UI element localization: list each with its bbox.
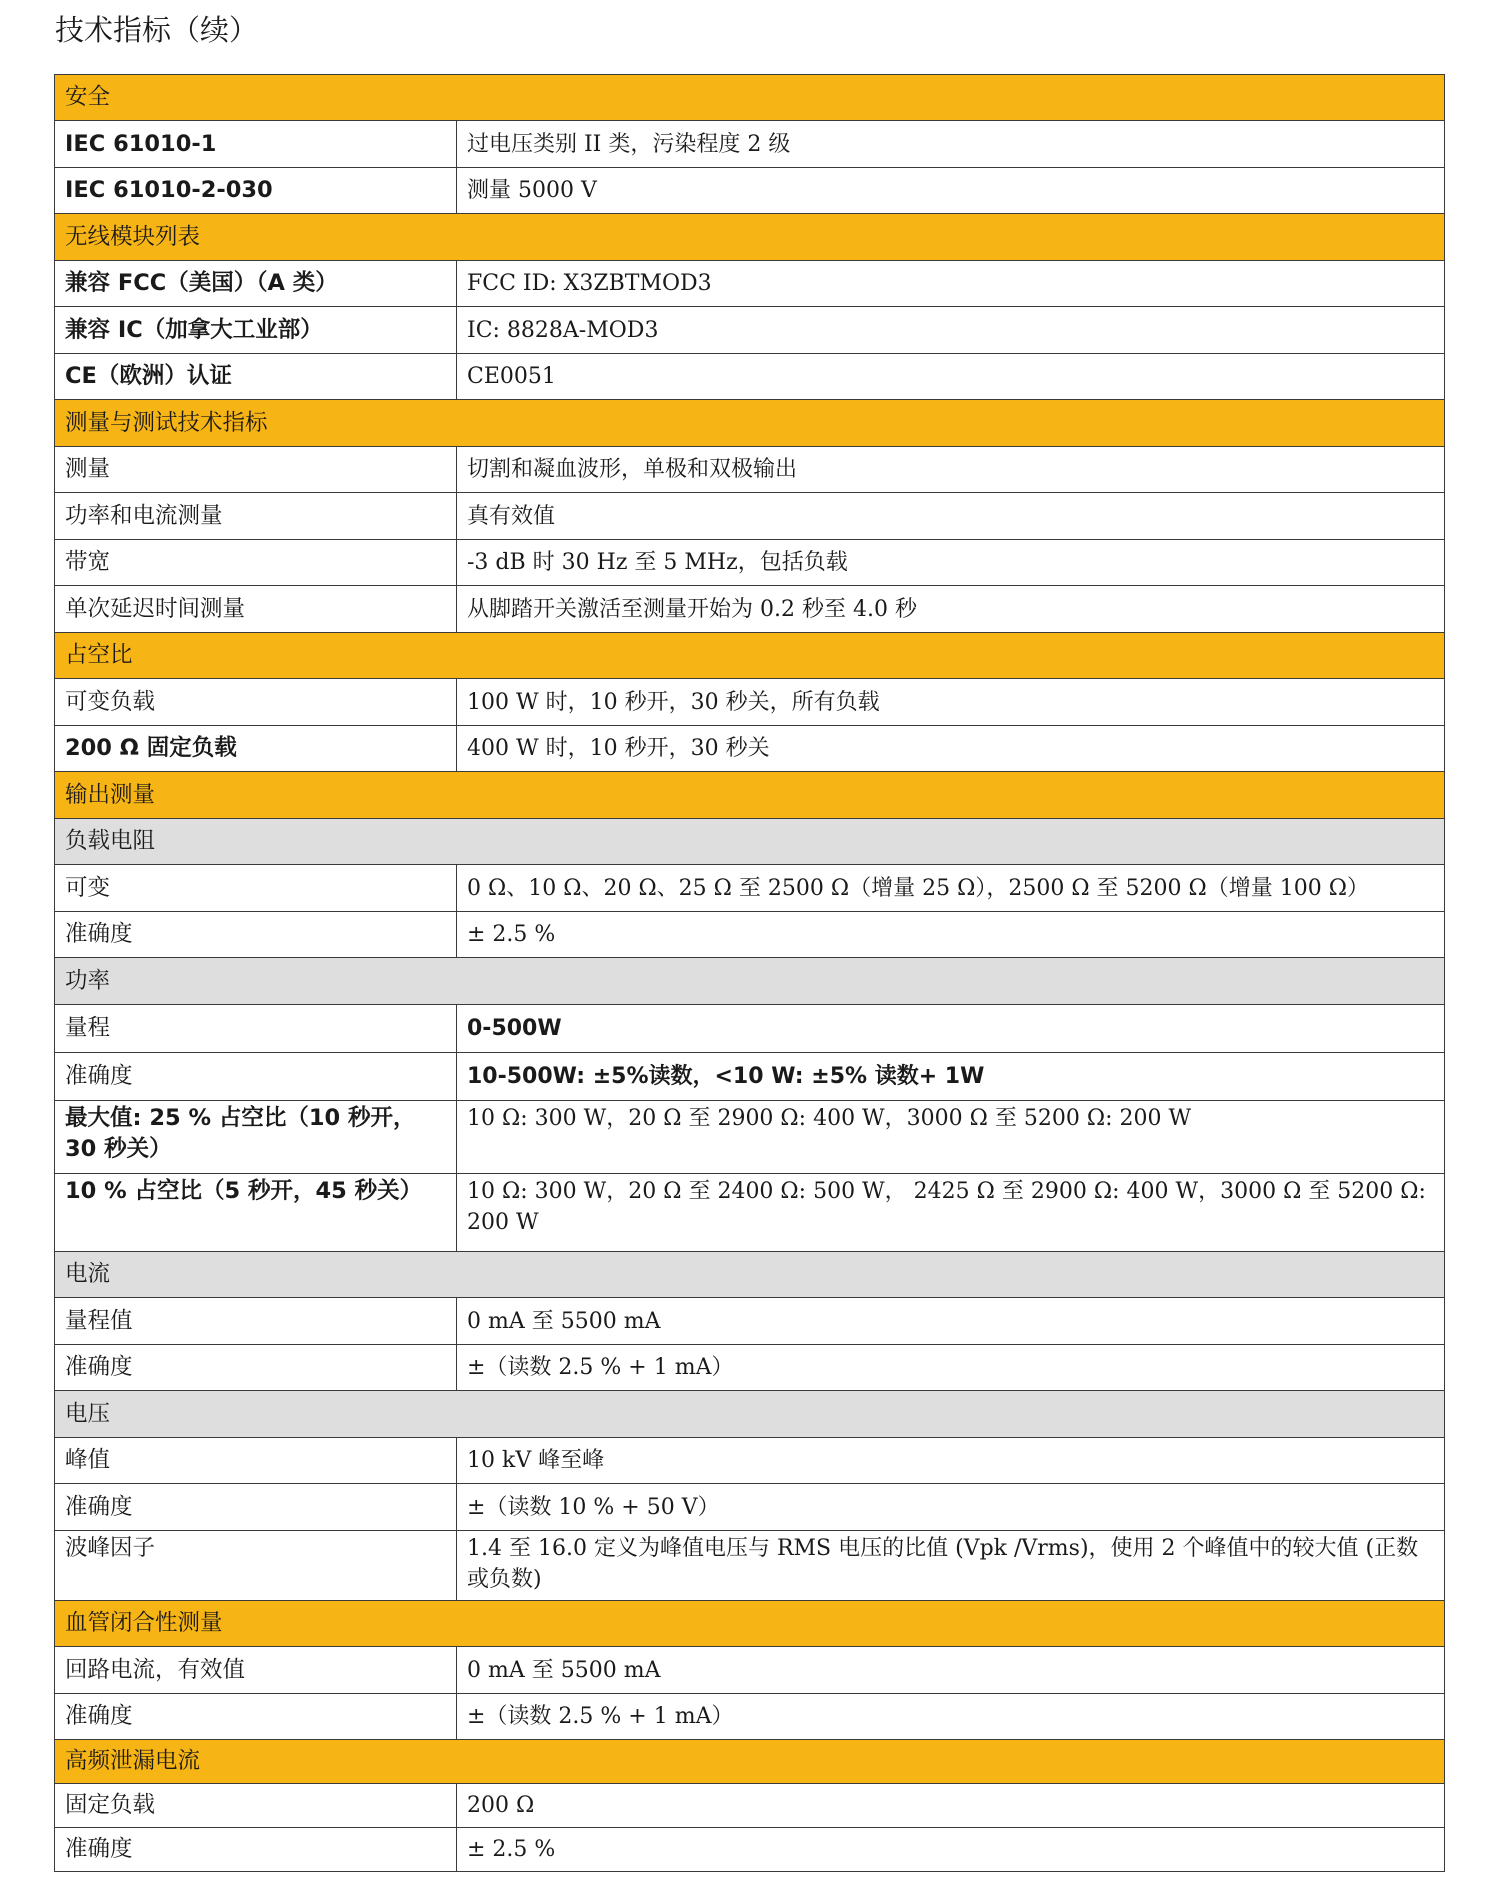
spec-label: 可变负载 [55, 679, 457, 726]
spec-value: 400 W 时，10 秒开，30 秒关 [457, 726, 1445, 772]
table-row [55, 1484, 1445, 1531]
section-header-row [55, 1601, 1445, 1647]
spec-value: ± 2.5 % [457, 1828, 1445, 1872]
spec-label: 固定负载 [55, 1784, 457, 1828]
table-row [55, 307, 1445, 354]
spec-value: 0 mA 至 5500 mA [457, 1298, 1445, 1345]
spec-value: 测量 5000 V [457, 168, 1445, 214]
spec-value: 过电压类别 II 类，污染程度 2 级 [457, 121, 1445, 168]
spec-value: -3 dB 时 30 Hz 至 5 MHz，包括负载 [457, 540, 1445, 586]
spec-value: 10 Ω: 300 W，20 Ω 至 2400 Ω: 500 W， 2425 Ω 至 2900 Ω: 400 W，3000 Ω 至 5200 Ω: 200 W [457, 1174, 1445, 1252]
spec-label: 10 % 占空比（5 秒开，45 秒关） [55, 1174, 457, 1252]
spec-value: IC: 8828A-MOD3 [457, 307, 1445, 354]
table-row [55, 1647, 1445, 1694]
spec-value: 200 Ω [457, 1784, 1445, 1828]
subsection-title: 电流 [55, 1252, 1445, 1298]
section-title: 血管闭合性测量 [55, 1601, 1445, 1647]
spec-label: 准确度 [55, 1828, 457, 1872]
page-title: 技术指标（续） [55, 13, 259, 47]
section-header-row [55, 400, 1445, 447]
spec-value: 切割和凝血波形，单极和双极输出 [457, 447, 1445, 493]
spec-value: ±（读数 10 % + 50 V） [457, 1484, 1445, 1531]
spec-label: 单次延迟时间测量 [55, 586, 457, 633]
spec-value: FCC ID: X3ZBTMOD3 [457, 261, 1445, 307]
table-row [55, 447, 1445, 493]
spec-label: 量程值 [55, 1298, 457, 1345]
table-row [55, 1694, 1445, 1740]
spec-label: 兼容 FCC（美国）（A 类） [55, 261, 457, 307]
table-row [55, 261, 1445, 307]
spec-label: 兼容 IC（加拿大工业部） [55, 307, 457, 354]
spec-label: 波峰因子 [55, 1531, 457, 1601]
subsection-title: 电压 [55, 1391, 1445, 1438]
table-row [55, 1101, 1445, 1174]
table-row [55, 586, 1445, 633]
subsection-header-row [55, 958, 1445, 1005]
spec-label: 准确度 [55, 1345, 457, 1391]
spec-label: IEC 61010-2-030 [55, 168, 457, 214]
table-row [55, 1174, 1445, 1252]
section-title: 测量与测试技术指标 [55, 400, 1445, 447]
subsection-header-row [55, 1252, 1445, 1298]
table-row [55, 1784, 1445, 1828]
section-header-row [55, 633, 1445, 679]
section-header-row [55, 772, 1445, 819]
section-title: 高频泄漏电流 [55, 1740, 1445, 1784]
spec-label: 最大值: 25 % 占空比（10 秒开，30 秒关） [55, 1101, 457, 1174]
spec-value: ± 2.5 % [457, 912, 1445, 958]
section-title: 占空比 [55, 633, 1445, 679]
spec-label: 峰值 [55, 1438, 457, 1484]
spec-label: IEC 61010-1 [55, 121, 457, 168]
spec-value: 真有效值 [457, 493, 1445, 540]
subsection-title: 功率 [55, 958, 1445, 1005]
spec-value: 10 kV 峰至峰 [457, 1438, 1445, 1484]
table-row [55, 865, 1445, 912]
table-row [55, 354, 1445, 400]
spec-value: 从脚踏开关激活至测量开始为 0.2 秒至 4.0 秒 [457, 586, 1445, 633]
table-row [55, 540, 1445, 586]
table-row [55, 1438, 1445, 1484]
spec-label: 测量 [55, 447, 457, 493]
spec-label: 功率和电流测量 [55, 493, 457, 540]
table-row [55, 1005, 1445, 1053]
table-row [55, 168, 1445, 214]
subsection-title: 负载电阻 [55, 819, 1445, 865]
section-title: 安全 [55, 75, 1445, 121]
table-row [55, 726, 1445, 772]
spec-label: 准确度 [55, 912, 457, 958]
spec-value: ±（读数 2.5 % + 1 mA） [457, 1345, 1445, 1391]
section-header-row [55, 214, 1445, 261]
spec-value: 10-500W: ±5%读数，<10 W: ±5% 读数+ 1W [457, 1053, 1445, 1101]
table-row [55, 679, 1445, 726]
spec-value: 0-500W [457, 1005, 1445, 1053]
spec-value: 1.4 至 16.0 定义为峰值电压与 RMS 电压的比值 (Vpk /Vrms)，使用 2 个峰值中的较大值 (正数或负数) [457, 1531, 1445, 1601]
spec-value: ±（读数 2.5 % + 1 mA） [457, 1694, 1445, 1740]
table-row [55, 1053, 1445, 1101]
spec-label: 准确度 [55, 1053, 457, 1101]
section-header-row [55, 75, 1445, 121]
spec-value: 100 W 时，10 秒开，30 秒关，所有负载 [457, 679, 1445, 726]
spec-label: CE（欧洲）认证 [55, 354, 457, 400]
spec-table-body [55, 75, 1445, 1872]
subsection-header-row [55, 819, 1445, 865]
table-row [55, 912, 1445, 958]
spec-label: 准确度 [55, 1484, 457, 1531]
table-row [55, 1531, 1445, 1601]
section-header-row [55, 1740, 1445, 1784]
section-title: 输出测量 [55, 772, 1445, 819]
section-title: 无线模块列表 [55, 214, 1445, 261]
subsection-header-row [55, 1391, 1445, 1438]
table-row [55, 1298, 1445, 1345]
spec-table [54, 74, 1445, 1872]
spec-label: 可变 [55, 865, 457, 912]
table-row [55, 1828, 1445, 1872]
table-row [55, 493, 1445, 540]
spec-label: 回路电流，有效值 [55, 1647, 457, 1694]
table-row [55, 121, 1445, 168]
spec-label: 200 Ω 固定负载 [55, 726, 457, 772]
table-row [55, 1345, 1445, 1391]
spec-value: 0 Ω、10 Ω、20 Ω、25 Ω 至 2500 Ω（增量 25 Ω），2500 Ω 至 5200 Ω（增量 100 Ω） [457, 865, 1445, 912]
spec-label: 带宽 [55, 540, 457, 586]
spec-value: 0 mA 至 5500 mA [457, 1647, 1445, 1694]
spec-value: CE0051 [457, 354, 1445, 400]
spec-label: 准确度 [55, 1694, 457, 1740]
spec-value: 10 Ω: 300 W，20 Ω 至 2900 Ω: 400 W，3000 Ω 至 5200 Ω: 200 W [457, 1101, 1445, 1174]
spec-label: 量程 [55, 1005, 457, 1053]
